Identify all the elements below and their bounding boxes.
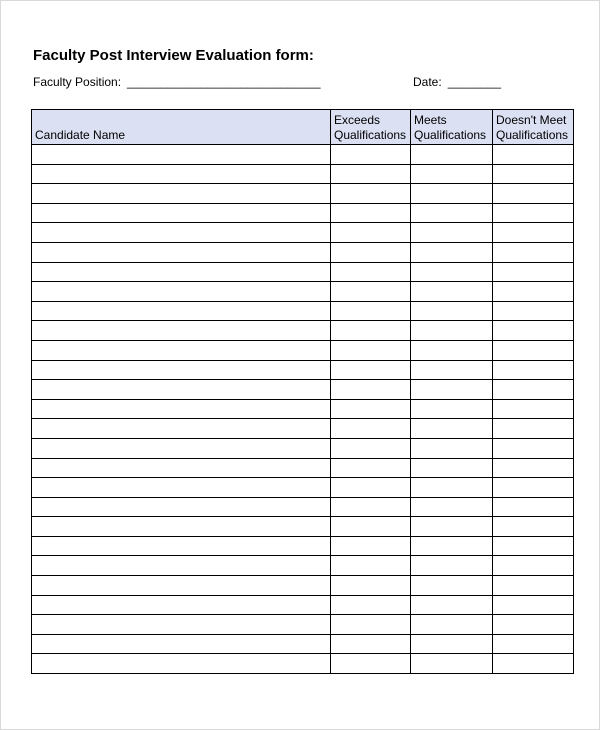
cell-exceeds[interactable] (331, 360, 411, 380)
cell-meets[interactable] (411, 321, 493, 341)
cell-doesnt-meet[interactable] (493, 380, 574, 400)
table-row (32, 517, 574, 537)
cell-candidate-name[interactable] (32, 282, 331, 302)
cell-exceeds[interactable] (331, 576, 411, 596)
table-row (32, 203, 574, 223)
cell-candidate-name[interactable] (32, 262, 331, 282)
cell-meets[interactable] (411, 419, 493, 439)
table-row (32, 321, 574, 341)
cell-exceeds[interactable] (331, 262, 411, 282)
cell-doesnt-meet[interactable] (493, 301, 574, 321)
cell-meets[interactable] (411, 282, 493, 302)
table-row (32, 184, 574, 204)
form-title: Faculty Post Interview Evaluation form: (33, 47, 314, 64)
cell-doesnt-meet[interactable] (493, 536, 574, 556)
date-blank[interactable]: ________ (447, 75, 502, 89)
cell-meets[interactable] (411, 145, 493, 165)
table-row (32, 458, 574, 478)
header-meets-qualifications (411, 110, 493, 145)
cell-doesnt-meet[interactable] (493, 399, 574, 419)
table-row (32, 380, 574, 400)
cell-meets[interactable] (411, 360, 493, 380)
header-doesnt-meet-line1: Doesn't Meet (496, 113, 567, 127)
cell-doesnt-meet[interactable] (493, 576, 574, 596)
cell-doesnt-meet[interactable] (493, 595, 574, 615)
cell-exceeds[interactable] (331, 242, 411, 262)
cell-exceeds[interactable] (331, 380, 411, 400)
date-field (413, 75, 501, 89)
cell-exceeds[interactable] (331, 321, 411, 341)
cell-exceeds[interactable] (331, 203, 411, 223)
cell-meets[interactable] (411, 438, 493, 458)
cell-exceeds[interactable] (331, 301, 411, 321)
cell-doesnt-meet[interactable] (493, 478, 574, 498)
header-doesnt-meet-line2: Qualifications (496, 128, 569, 142)
cell-doesnt-meet[interactable] (493, 497, 574, 517)
cell-meets[interactable] (411, 301, 493, 321)
cell-meets[interactable] (411, 262, 493, 282)
cell-candidate-name[interactable] (32, 458, 331, 478)
cell-doesnt-meet[interactable] (493, 615, 574, 635)
header-candidate-name (32, 110, 331, 145)
cell-meets[interactable] (411, 223, 493, 243)
cell-meets[interactable] (411, 654, 493, 674)
header-meets-line2: Qualifications (414, 128, 487, 142)
cell-meets[interactable] (411, 556, 493, 576)
cell-exceeds[interactable] (331, 517, 411, 537)
table-row (32, 164, 574, 184)
cell-doesnt-meet[interactable] (493, 321, 574, 341)
cell-candidate-name[interactable] (32, 634, 331, 654)
cell-exceeds[interactable] (331, 399, 411, 419)
cell-doesnt-meet[interactable] (493, 458, 574, 478)
table-row (32, 282, 574, 302)
faculty-position-blank[interactable]: _____________________________ (127, 75, 321, 89)
table-row (32, 438, 574, 458)
cell-doesnt-meet[interactable] (493, 203, 574, 223)
cell-candidate-name[interactable] (32, 340, 331, 360)
cell-meets[interactable] (411, 340, 493, 360)
table-row (32, 478, 574, 498)
header-doesnt-meet-qualifications (493, 110, 574, 145)
header-meets-line1: Meets (414, 113, 447, 127)
cell-exceeds[interactable] (331, 145, 411, 165)
table-row (32, 615, 574, 635)
cell-candidate-name[interactable] (32, 164, 331, 184)
cell-meets[interactable] (411, 203, 493, 223)
table-row (32, 419, 574, 439)
cell-candidate-name[interactable] (32, 615, 331, 635)
cell-meets[interactable] (411, 497, 493, 517)
cell-meets[interactable] (411, 615, 493, 635)
cell-candidate-name[interactable] (32, 380, 331, 400)
cell-exceeds[interactable] (331, 497, 411, 517)
cell-exceeds[interactable] (331, 478, 411, 498)
cell-meets[interactable] (411, 478, 493, 498)
cell-exceeds[interactable] (331, 282, 411, 302)
table-row (32, 262, 574, 282)
table-row (32, 595, 574, 615)
cell-exceeds[interactable] (331, 595, 411, 615)
cell-meets[interactable] (411, 595, 493, 615)
cell-doesnt-meet[interactable] (493, 634, 574, 654)
table-row (32, 301, 574, 321)
header-exceeds-qualifications (331, 110, 411, 145)
cell-meets[interactable] (411, 164, 493, 184)
cell-doesnt-meet[interactable] (493, 419, 574, 439)
header-exceeds-line1: Exceeds (334, 113, 381, 127)
table-row (32, 223, 574, 243)
table-row (32, 556, 574, 576)
table-row (32, 145, 574, 165)
cell-doesnt-meet[interactable] (493, 242, 574, 262)
cell-doesnt-meet[interactable] (493, 517, 574, 537)
cell-doesnt-meet[interactable] (493, 654, 574, 674)
cell-meets[interactable] (411, 517, 493, 537)
table-row (32, 399, 574, 419)
cell-exceeds[interactable] (331, 615, 411, 635)
cell-exceeds[interactable] (331, 654, 411, 674)
cell-meets[interactable] (411, 380, 493, 400)
cell-doesnt-meet[interactable] (493, 282, 574, 302)
cell-doesnt-meet[interactable] (493, 184, 574, 204)
faculty-position-field (33, 75, 321, 89)
table-row (32, 497, 574, 517)
table-header-row (32, 110, 574, 145)
cell-candidate-name[interactable] (32, 360, 331, 380)
cell-exceeds[interactable] (331, 164, 411, 184)
cell-exceeds[interactable] (331, 184, 411, 204)
cell-candidate-name[interactable] (32, 223, 331, 243)
cell-candidate-name[interactable] (32, 438, 331, 458)
cell-candidate-name[interactable] (32, 321, 331, 341)
table-row (32, 360, 574, 380)
faculty-position-label: Faculty Position: (33, 75, 122, 89)
table-row (32, 576, 574, 596)
cell-doesnt-meet[interactable] (493, 262, 574, 282)
cell-candidate-name[interactable] (32, 497, 331, 517)
cell-meets[interactable] (411, 399, 493, 419)
header-exceeds-line2: Qualifications (334, 128, 407, 142)
cell-exceeds[interactable] (331, 634, 411, 654)
cell-meets[interactable] (411, 536, 493, 556)
header-candidate-name-text: Candidate Name (35, 128, 126, 142)
cell-meets[interactable] (411, 242, 493, 262)
cell-candidate-name[interactable] (32, 478, 331, 498)
evaluation-table (31, 109, 574, 674)
cell-candidate-name[interactable] (32, 536, 331, 556)
cell-candidate-name[interactable] (32, 654, 331, 674)
cell-doesnt-meet[interactable] (493, 164, 574, 184)
cell-doesnt-meet[interactable] (493, 556, 574, 576)
date-label: Date: (413, 75, 442, 89)
cell-candidate-name[interactable] (32, 556, 331, 576)
table-row (32, 536, 574, 556)
table-row (32, 634, 574, 654)
cell-candidate-name[interactable] (32, 595, 331, 615)
cell-candidate-name[interactable] (32, 203, 331, 223)
cell-doesnt-meet[interactable] (493, 340, 574, 360)
cell-meets[interactable] (411, 634, 493, 654)
table-row (32, 340, 574, 360)
cell-candidate-name[interactable] (32, 419, 331, 439)
table-row (32, 242, 574, 262)
cell-doesnt-meet[interactable] (493, 145, 574, 165)
cell-meets[interactable] (411, 576, 493, 596)
cell-exceeds[interactable] (331, 458, 411, 478)
cell-exceeds[interactable] (331, 419, 411, 439)
cell-candidate-name[interactable] (32, 145, 331, 165)
table-body (32, 145, 574, 674)
cell-candidate-name[interactable] (32, 242, 331, 262)
cell-exceeds[interactable] (331, 556, 411, 576)
cell-candidate-name[interactable] (32, 301, 331, 321)
cell-doesnt-meet[interactable] (493, 360, 574, 380)
cell-doesnt-meet[interactable] (493, 223, 574, 243)
cell-meets[interactable] (411, 184, 493, 204)
cell-exceeds[interactable] (331, 438, 411, 458)
cell-exceeds[interactable] (331, 223, 411, 243)
cell-candidate-name[interactable] (32, 517, 331, 537)
cell-meets[interactable] (411, 458, 493, 478)
cell-candidate-name[interactable] (32, 184, 331, 204)
cell-candidate-name[interactable] (32, 576, 331, 596)
table-row (32, 654, 574, 674)
cell-exceeds[interactable] (331, 340, 411, 360)
cell-candidate-name[interactable] (32, 399, 331, 419)
cell-exceeds[interactable] (331, 536, 411, 556)
cell-doesnt-meet[interactable] (493, 438, 574, 458)
